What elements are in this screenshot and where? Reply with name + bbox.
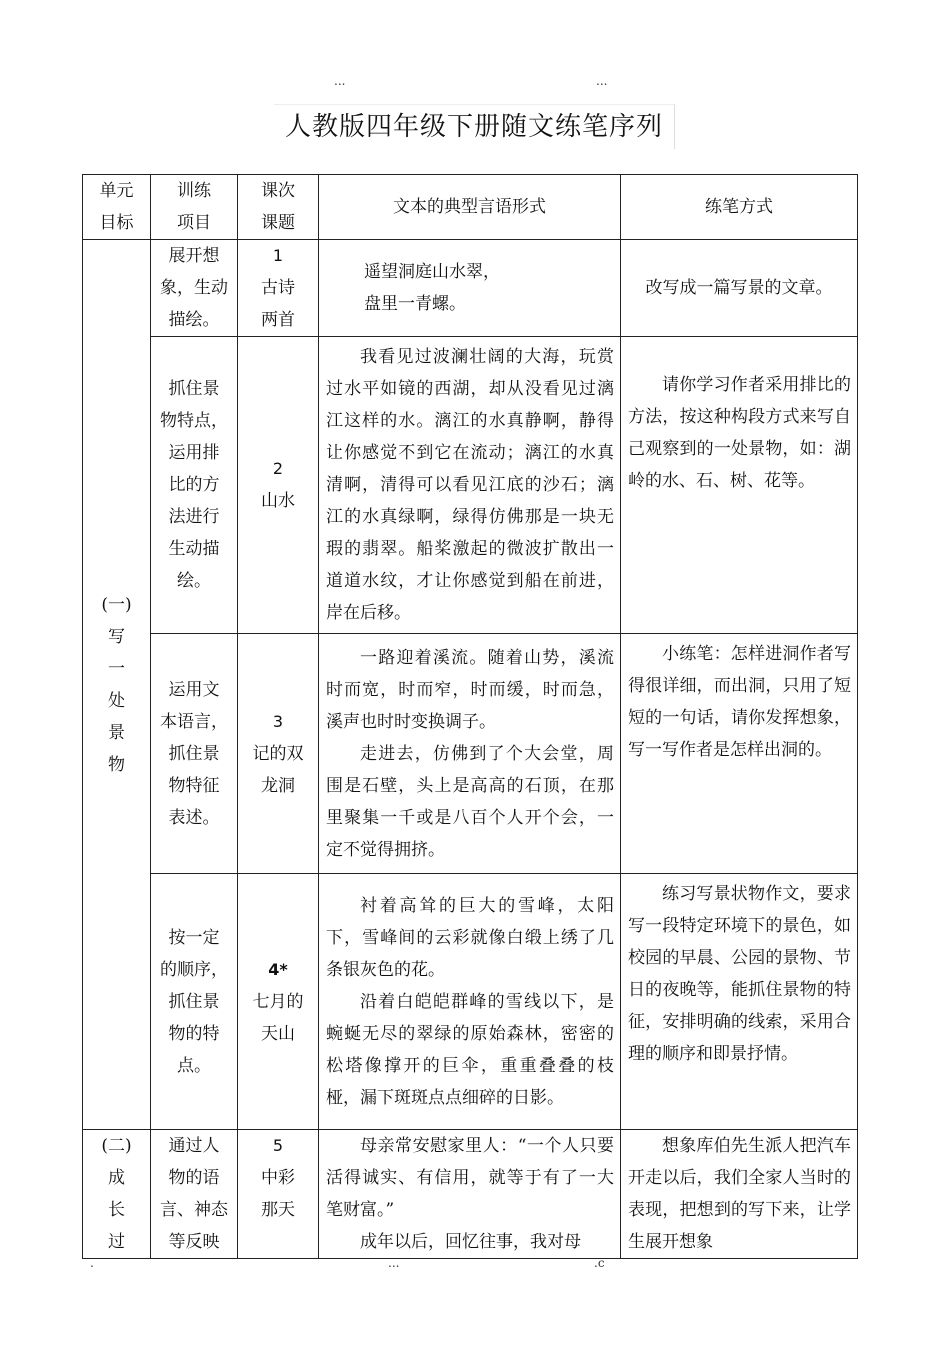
training-line: 本语言， <box>160 711 228 732</box>
training-line: 按一定 <box>168 927 220 948</box>
header-mark-right: ... <box>596 74 608 88</box>
lesson-cell <box>238 240 319 337</box>
text-paragraph: 我看见过波澜壮阔的大海，玩赏过水平如镜的西湖，却从没看见过漓江这样的水。漓江的水真静啊，静得让你感觉不到它在流动；漓江的水真清啊，清得可以看见江底的沙石；漓江的水真绿啊，绿得仿佛那是一块无瑕的翡翠。船桨激起的微波扩散出一道道水纹，才让你感觉到船在前进，岸在后移。 <box>326 347 614 623</box>
header-text: 课题 <box>261 213 295 233</box>
lesson-number: 3 <box>272 711 284 731</box>
lesson-title: 七月的 <box>252 991 304 1012</box>
unit-label: (一) <box>101 594 132 615</box>
lesson-table <box>82 174 858 1259</box>
training-cell <box>151 1130 238 1259</box>
text-paragraph: 衬着高耸的巨大的雪峰，太阳下，雪峰间的云彩就像白缎上绣了几条银灰色的花。 <box>326 895 614 980</box>
training-line: 物的特 <box>168 1023 220 1044</box>
training-line: 物的语 <box>168 1168 220 1188</box>
training-cell <box>151 634 238 874</box>
header-unit-goal <box>83 175 151 240</box>
method-text: 小练笔：怎样进洞作者写得很详细，而出洞，只用了短短的一句话，请你发挥想象，写一写作者是怎样出洞的。 <box>628 644 851 760</box>
training-line: 抓住景 <box>168 743 220 764</box>
training-line: 描绘。 <box>168 310 220 330</box>
header-text: 训练 <box>177 181 211 201</box>
training-line: 比的方 <box>168 475 220 495</box>
footer-mark-center: ... <box>388 1256 400 1270</box>
header-text: 项目 <box>177 213 211 233</box>
table-row <box>83 874 858 1130</box>
method-cell <box>621 1130 858 1259</box>
lesson-title: 龙洞 <box>261 775 295 796</box>
lesson-title: 中彩 <box>261 1168 295 1188</box>
training-line: 运用文 <box>168 679 220 700</box>
header-text-form: 文本的典型言语形式 <box>319 175 621 240</box>
method-cell: 改写成一篇写景的文章。 <box>621 240 858 337</box>
table-row <box>83 240 858 337</box>
header-text: 单元 <box>99 181 134 201</box>
lesson-title: 天山 <box>261 1023 295 1044</box>
text-form-cell <box>319 337 621 634</box>
method-cell <box>621 634 858 874</box>
poem-line: 盘里一青螺。 <box>364 294 466 314</box>
unit-char: 写 <box>108 626 125 647</box>
header-method: 练笔方式 <box>621 175 858 240</box>
method-text: 练习写景状物作文，要求写一段特定环境下的景色，如校园的早晨、公园的景物、节日的夜晚等，能抓住景物的特征，安排明确的线索，采用合理的顺序和即景抒情。 <box>628 884 851 1064</box>
header-training <box>151 175 238 240</box>
table-row <box>83 1130 858 1259</box>
unit-char: 成 <box>108 1168 125 1188</box>
text-form-cell <box>319 634 621 874</box>
training-line: 通过人 <box>168 1136 220 1156</box>
method-text: 想象库伯先生派人把汽车开走以后，我们全家人当时的表现，把想到的写下来，让学生展开想象 <box>628 1136 851 1252</box>
lesson-cell <box>238 634 319 874</box>
header-mark-left: ... <box>334 74 346 88</box>
unit-char: 处 <box>108 690 125 711</box>
lesson-number: 1 <box>272 246 284 265</box>
training-line: 生动描 <box>168 539 220 559</box>
table-row <box>83 337 858 634</box>
training-line: 展开想 <box>168 246 220 266</box>
header-text: 课次 <box>261 181 295 201</box>
header-text: 目标 <box>99 213 134 233</box>
training-line: 绘。 <box>177 571 211 591</box>
training-cell <box>151 240 238 337</box>
table-header-row <box>83 175 858 240</box>
unit-char: 景 <box>108 722 125 743</box>
training-line: 等反映 <box>168 1232 220 1252</box>
lesson-number: 2 <box>272 459 284 478</box>
text-paragraph: 一路迎着溪流。随着山势，溪流时而宽，时而窄，时而缓，时而急，溪声也时时变换调子。 <box>326 647 614 732</box>
unit-goal-cell <box>83 1130 151 1259</box>
training-line: 法进行 <box>168 507 220 527</box>
method-cell <box>621 874 858 1130</box>
lesson-title: 古诗 <box>261 278 295 298</box>
lesson-title: 山水 <box>261 491 295 511</box>
header-lesson <box>238 175 319 240</box>
method-text: 请你学习作者采用排比的方法，按这种构段方式来写自己观察到的一处景物，如：湖岭的水、石、树、花等。 <box>628 375 851 491</box>
footer-mark-left: . <box>90 1256 94 1270</box>
text-form-cell <box>319 240 621 337</box>
training-line: 点。 <box>177 1055 211 1076</box>
lesson-number: 4* <box>268 959 288 979</box>
lesson-title: 记的双 <box>252 743 304 764</box>
training-line: 抓住景 <box>168 379 220 399</box>
training-line: 运用排 <box>168 443 220 463</box>
text-paragraph: 母亲常安慰家里人：“一个人只要活得诚实、有信用，就等于有了一大笔财富。” <box>326 1136 614 1220</box>
training-line: 象，生动 <box>160 278 228 298</box>
text-paragraph: 成年以后，回忆往事，我对母 <box>360 1232 581 1252</box>
training-line: 物特点， <box>160 411 228 431</box>
text-form-cell <box>319 874 621 1130</box>
lesson-title: 那天 <box>261 1200 295 1220</box>
unit-char: 长 <box>108 1200 125 1220</box>
unit-char: 一 <box>108 658 125 679</box>
training-cell <box>151 337 238 634</box>
lesson-cell <box>238 337 319 634</box>
lesson-title: 两首 <box>261 310 295 330</box>
unit-char: 物 <box>108 754 125 775</box>
training-line: 的顺序， <box>160 959 228 980</box>
training-line: 言、神态 <box>160 1200 228 1220</box>
lesson-cell <box>238 874 319 1130</box>
poem-line: 遥望洞庭山水翠， <box>364 262 500 282</box>
page-title: 人教版四年级下册随文练笔序列 <box>274 104 675 149</box>
unit-char: 过 <box>108 1232 125 1252</box>
lesson-cell <box>238 1130 319 1259</box>
unit-label: (二) <box>101 1136 132 1156</box>
footer-mark-right: .c <box>594 1256 605 1270</box>
unit-goal-cell <box>83 240 151 1130</box>
text-form-cell <box>319 1130 621 1259</box>
text-paragraph: 走进去，仿佛到了个大会堂，周围是石壁，头上是高高的石顶，在那里聚集一千或是八百个人开个会，一定不觉得拥挤。 <box>326 743 614 860</box>
training-line: 抓住景 <box>168 991 220 1012</box>
training-line: 表述。 <box>168 807 220 828</box>
training-line: 物特征 <box>168 775 220 796</box>
training-cell <box>151 874 238 1130</box>
method-cell <box>621 337 858 634</box>
lesson-number: 5 <box>272 1136 284 1155</box>
text-paragraph: 沿着白皑皑群峰的雪线以下，是蜿蜒无尽的翠绿的原始森林，密密的松塔像撑开的巨伞，重重叠叠的枝桠，漏下斑斑点点细碎的日影。 <box>326 991 614 1108</box>
table-row <box>83 634 858 874</box>
